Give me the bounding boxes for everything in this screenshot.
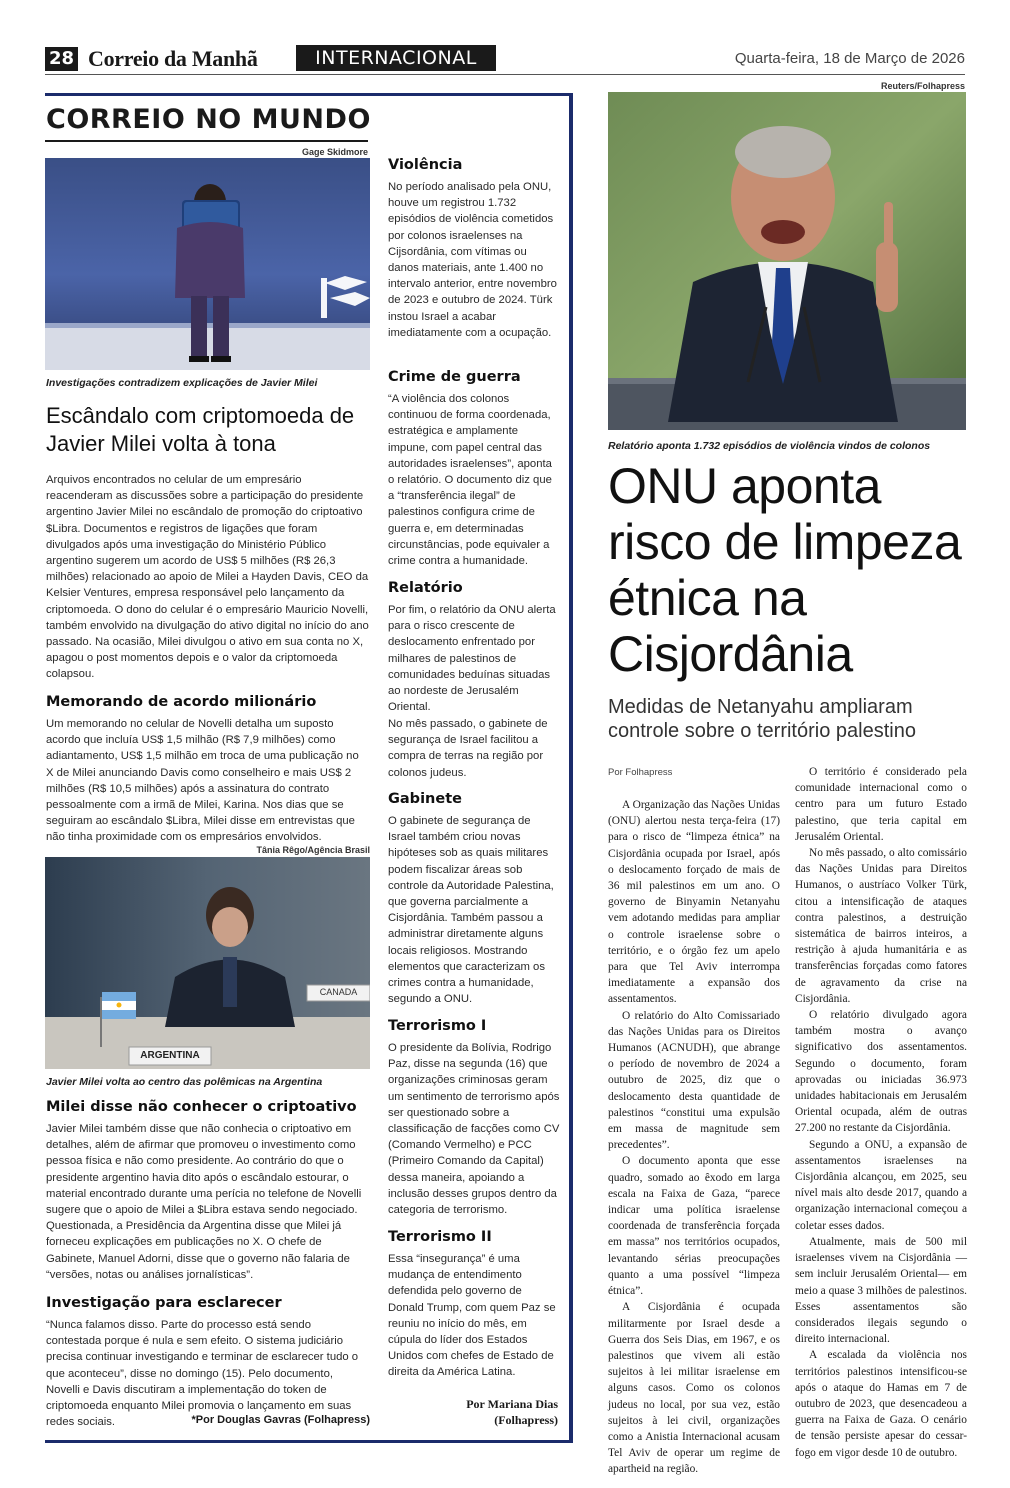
photo2-credit: Tânia Rêgo/Agência Brasil [256,845,370,855]
main-paragraph: O relatório do Alto Comissariado das Nações Unidas para os Direitos Humanos (ACNUDH), que abrange o período de novembro de 2024 a outubro de 2025, diz que o deslocamento desta quantidade de palestinos “constitui uma expulsão em massa de magnitude sem precedentes”. [608,1009,780,1152]
main-photo-caption: Relatório aponta 1.732 episódios de violência vindos de colonos [608,440,931,452]
milei-desk-photo [45,857,370,1069]
criptoativo-subhead: Milei disse não conhecer o criptoativo [46,1099,357,1115]
main-byline: Por Folhapress [608,767,673,778]
main-paragraph: O território é considerado pela comunidade internacional como o centro para um futuro Estado palestino, que teria capital em Jerusalém Oriental. [795,766,967,843]
gabinete-text: O gabinete de segurança de Israel também criou novas hipóteses sob as quais militares podem fiscalizar áreas sob controle da Autoridade Palestina, que governa parcialmente a Cisjordânia. Também passou a administrar diretamente alguns locais religiosos. Mostrando elementos que caracterizam os crimes contra a humanidade, segundo a ONU. [388,815,554,1006]
crime-de-guerra-text: “A violência dos colonos continuou de forma coordenada, estratégica e amplamente impune, com papel central das autoridades israelenses”, aponta o relatório. O documento diz que a “transferência ilegal” de palestinos configura crime de guerra e, em determinadas circunstâncias, pode equivaler a crime contra a humanidade. [388,393,552,568]
memorando-subhead: Memorando de acordo milionário [46,694,317,710]
mundo-title-underline [45,140,368,142]
violencia-subhead: Violência [388,157,463,173]
photo1-credit: Gage Skidmore [301,147,368,157]
main-headline: ONU aponta risco de limpeza étnica na Cisjordânia [608,458,962,682]
main-paragraph: A escalada da violência nos territórios palestinos intensificou-se após o ataque do Hamas em 7 de outubro de 2023, que desencadeou a guerra na Faixa de Gaza. O cenário de tensão persiste apesar do cessar-fogo em vigor desde 10 de outubro. [795,1349,967,1459]
relatorio-subhead: Relatório [388,580,463,596]
main-paragraph: Atualmente, mais de 500 mil israelenses vivem na Cisjordânia —sem incluir Jerusalém Oriental— em meio a quase 3 milhões de palestinos. Esses assentamentos são considerados ilegais segundo o direito internacional. [795,1235,967,1346]
main-photo-credit: Reuters/Folhapress [880,81,965,91]
section-label: INTERNACIONAL [296,45,496,71]
mundo-box-bottom-border [45,1440,573,1443]
terrorismo-1-subhead: Terrorismo I [388,1018,487,1034]
photo2-caption: Javier Milei volta ao centro das polêmicas na Argentina [46,1076,323,1088]
main-column-1 [608,797,780,1478]
relatorio-text-2: No mês passado, o gabinete de segurança de Israel facilitou a compra de terras na região por colonos judeus. [388,718,548,779]
canada-nameplate: CANADA [319,987,358,997]
investigacao-subhead: Investigação para esclarecer [46,1295,282,1311]
crime-de-guerra-subhead: Crime de guerra [388,369,521,385]
main-paragraph: A Organização das Nações Unidas (ONU) alertou nesta terça-feira (17) para o risco de “limpeza étnica” na Cisjordânia ocupada por Israel, após o deslocamento forçado de mais de 36 mil palestinos em um ano. O governo de Binyamin Netanyahu vem adotando medidas para ampliar o controle israelense sobre o território, e o órgão fez um apelo para que Tel Aviv interrompa imediatamente a expansão dos assentamentos. [608,799,780,1006]
investigacao-text: “Nunca falamos disso. Parte do processo está sendo contestada porque é nula e sem efeito. O sistema judiciário precisa continuar investigando e terminar de esclarecer tudo o que aconteceu”, disse no domingo (15). Pelo documento, Novelli e Davis discutiram a implementação do token de criptomoeda enquanto Milei promovia o lançamento em suas redes sociais. [46,1319,359,1429]
issue-date: Quarta-feira, 18 de Março de 2026 [734,50,965,67]
middle-signature-name: Por Mariana Dias [466,1397,558,1411]
argentina-nameplate: ARGENTINA [140,1050,200,1061]
milei-headline: Escândalo com criptomoeda de Javier Milei volta à tona [46,403,355,456]
milei-stage-photo [45,158,370,370]
photo1-caption: Investigações contradizem explicações de Javier Milei [46,377,318,389]
criptoativo-text: Javier Milei também disse que não conhecia o criptoativo em detalhes, além de afirmar que promoveu o investimento como pessoa física e não como presidente. Ao contrário do que o presidente argentino havia dito após o escândalo estourar, o material encontrado durante uma perícia no telefone de Novelli sugere que o apoio de Milei a $Libra estava sendo negociado. Questionada, a Presidência da Argentina disse que Milei já forneceu explicações em publicações no X. O chefe de Gabinete, Manuel Adorni, disse que o governo não falaria de “versões, notas ou análises jornalísticas”. [46,1123,362,1281]
middle-signature-org: (Folhapress) [494,1413,558,1427]
terrorismo-2-text: Essa “insegurança” é uma mudança de entendimento defendida pelo governo de Donald Trump, com quem Paz se reuniu no início do mês, em cúpula do líder dos Estados Unidos com chefes de Estado de direita da América Latina. [388,1253,556,1379]
main-paragraph: A Cisjordânia é ocupada militarmente por Israel desde a Guerra dos Seis Dias, em 1967, e os palestinos que vivem ali estão sujeitos à lei militar israelense em alguns casos. Como os colonos judeus no local, por sua vez, estão sujeitos à lei civil, organizações como a Anistia Internacional acusam Tel Aviv de operar um regime de apartheid na região. [608,1301,780,1476]
main-paragraph: No mês passado, o alto comissário das Nações Unidas para Direitos Humanos, o austríaco Volker Türk, citou a intensificação de ataques contra palestinos, a destruição sistemática de bairros inteiros, a restrição à ajuda humanitária e as transferências forçadas como fatores de agravamento da crise na Cisjordânia. [795,847,967,1005]
terrorismo-1-text: O presidente da Bolívia, Rodrigo Paz, disse na segunda (16) que organizações criminosas geram um sentimento de terrorismo após ser questionado sobre a classificação de facções como CV (Comando Vermelho) e PCC (Primeiro Comando da Capital) dessa maneira, apoiando a inclusão desses grupos dentro da categoria de terrorismo. [388,1042,560,1217]
violencia-text: No período analisado pela ONU, houve um registrou 1.732 episódios de violência cometidos por colonos israelenses na Cijsordânia, com vítimas ou danos materiais, ante 1.400 no intervalo anterior, entre novembro de 2023 e outubro de 2024. Türk instou Israel a acabar imediatamente com a ocupação. [388,181,557,339]
mundo-box-right-border [569,93,573,1443]
main-paragraph: O documento aponta que esse quadro, somado ao êxodo em larga escala na Faixa de Gaza, “parece indicar uma política israelense coordenada de transferência forçada em massa” nos territórios ocupados, levantando sérias preocupações quanto a uma possível “limpeza étnica”. [608,1155,780,1298]
main-paragraph: O relatório divulgado agora também mostra o avanço significativo dos assentamentos. Segundo o documento, foram aprovadas ou iniciadas 36.973 unidades habitacionais em Jerusalém Oriental ocupada, além de outras 27.200 no restante da Cisjordânia. [795,1009,967,1135]
relatorio-text: Por fim, o relatório da ONU alerta para o risco crescente de deslocamento enfrentado por milhares de palestinos de comunidades beduínas situadas ao nordeste de Jerusalém Oriental. [388,604,556,714]
netanyahu-photo [608,92,966,430]
mundo-box-top-border [45,93,573,96]
main-column-2 [795,764,967,1461]
terrorismo-2-subhead: Terrorismo II [388,1229,492,1245]
page-number: 28 [45,47,78,71]
header-divider [45,74,965,75]
memorando-text: Um memorando no celular de Novelli detalha um suposto acordo que incluía US$ 1,5 milhão (R$ 7,9 milhões) como adiantamento, US$ 1,5 milhão em troca de uma publicação no X de Milei anunciando Davis como conselheiro e mais US$ 2 milhões (R$ 10,5 milhões) após a assinatura do contrato pessoalmente com a irmã de Milei, Karina. Nos dias que se seguiram ao escândalo $Libra, Milei disse em entrevistas que não tinha proximidade com os empresários envolvidos. [46,718,359,844]
newspaper-brand: Correio da Manhã [88,46,258,71]
mundo-section-title: CORREIO NO MUNDO [46,104,371,135]
main-subheadline: Medidas de Netanyahu ampliaram controle sobre o território palestino [608,696,916,742]
milei-intro-text: Arquivos encontrados no celular de um empresário reacenderam as discussões sobre a participação do presidente argentino Javier Milei no escândalo de promoção do criptoativo $Libra. Documentos e registros de ligações que foram divulgados após uma investigação do Ministério Público argentino sugerem um acordo de US$ 5 milhões (R$ 26,3 milhões) relacionado ao apoio de Milei a Hayden Davis, CEO da Kelsier Ventures, empresa responsável pelo lançamento da criptomoeda. O dono do celular é o empresário Mauricio Novelli, também envolvido na divulgação do ativo digital no início do ano passado. Na ocasião, Milei divulgou o ativo em sua conta no X, apagou o post momentos depois e o valor da criptomoeda colapsou. [46,474,369,681]
gabinete-subhead: Gabinete [388,791,462,807]
mundo-signature: *Por Douglas Gavras (Folhapress) [191,1414,370,1426]
main-paragraph: Segundo a ONU, a expansão de assentamentos israelenses na Cisjordânia alcançou, em 2025, seu nível mais alto desde 2017, quando a organização internacional começou a coletar esses dados. [795,1138,967,1232]
